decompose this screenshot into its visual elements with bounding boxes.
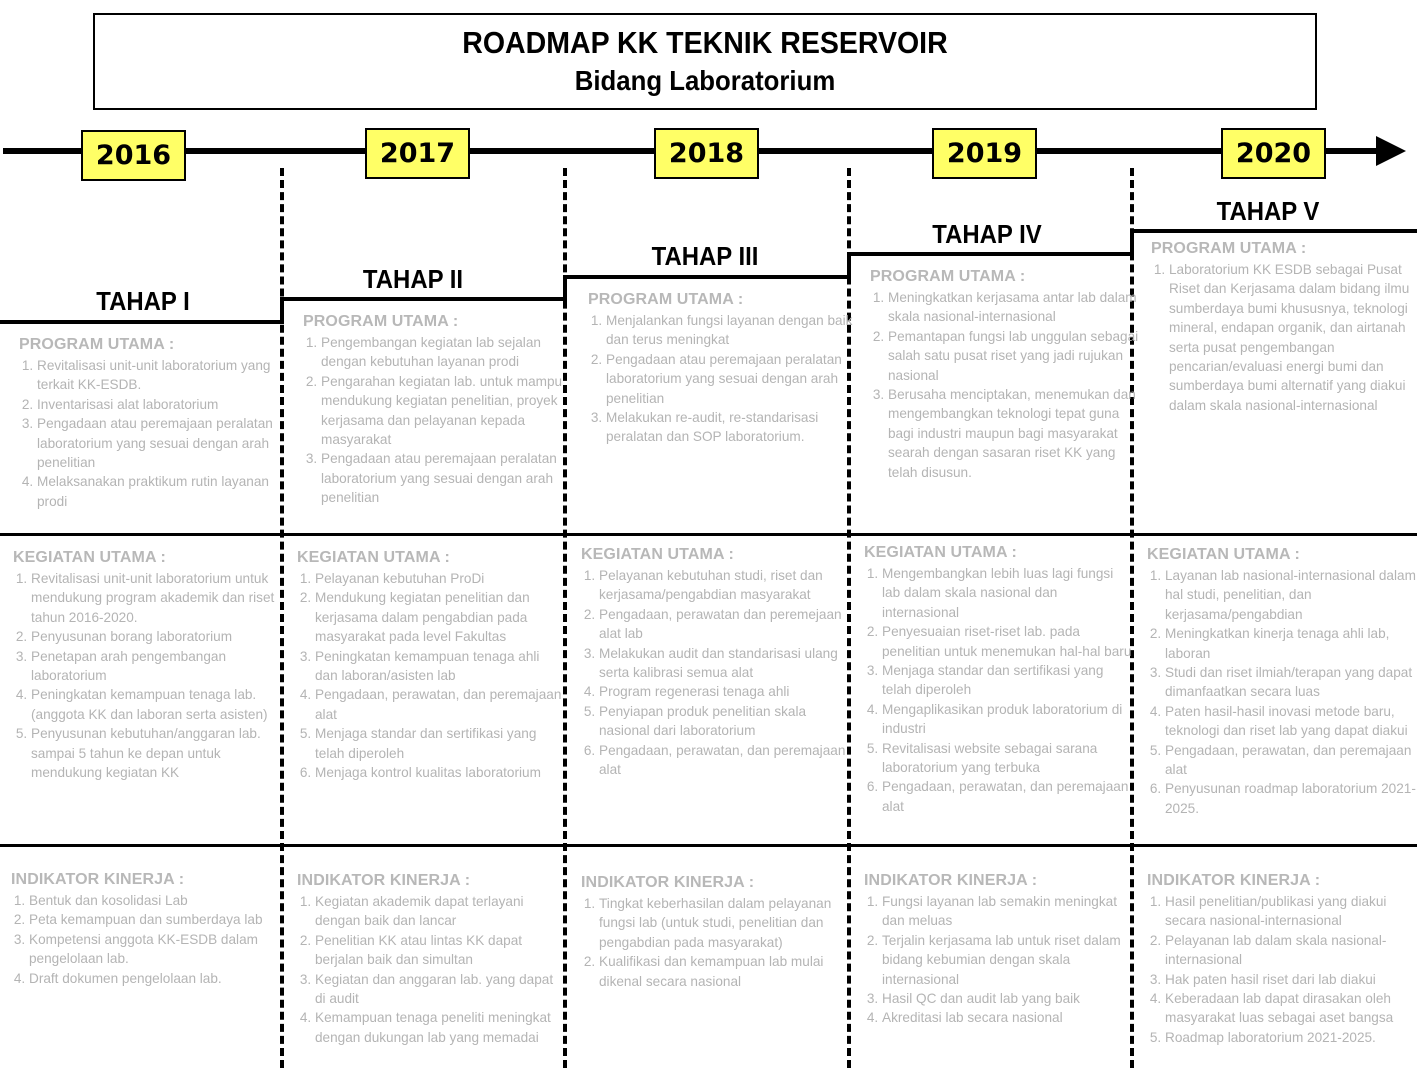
program-list-3 xyxy=(588,311,856,447)
list-item: 3. Pengadaan atau peremajaan peralatan laboratorium yang sesuai dengan arah penelitian xyxy=(37,414,283,472)
year-2020: 2020 xyxy=(1221,128,1326,179)
list-item: 2. Pengarahan kegiatan lab. untuk mampu mendukung kegiatan penelitian, proyek kerjasama dan pelayanan kepada masyarakat xyxy=(321,372,573,450)
indikator-list-1 xyxy=(11,891,279,988)
stage-name-1: TAHAP I xyxy=(96,286,190,316)
list-item: 1. Layanan lab nasional-internasional dalam hal studi, penelitian, dan kerjasama/pengabdian xyxy=(1165,566,1417,624)
year-2019: 2019 xyxy=(932,128,1037,179)
program-list-4 xyxy=(870,288,1140,482)
kegiatan-list-1 xyxy=(13,569,279,782)
stage-name-4: TAHAP IV xyxy=(932,219,1042,249)
kegiatan-list-3 xyxy=(581,566,851,779)
list-item: 2. Mendukung kegiatan penelitian dan kerjasama dalam pengabdian pada masyarakat pada level Fakultas xyxy=(315,588,565,646)
list-item: 2. Peta kemampuan dan sumberdaya lab xyxy=(29,910,279,929)
stage-step-riser xyxy=(280,297,284,324)
list-item: 1. Laboratorium KK ESDB sebagai Pusat Riset dan Kerjasama dalam bidang ilmu sumberdaya bumi khususnya, teknologi mineral, endapan organik, dan airtanah serta pusat pengembangan pencarian/evaluasi energi bumi dan sumberdaya bumi alternatif yang diakui dalam skala nasional-internasional xyxy=(1169,260,1417,415)
list-item: 6. Pengadaan, perawatan, dan peremajaan alat xyxy=(882,777,1134,816)
list-item: 1. Pelayanan kebutuhan ProDi xyxy=(315,569,565,588)
list-item: 6. Pengadaan, perawatan, dan peremajaan alat xyxy=(599,741,851,780)
indikator-heading-4: INDIKATOR KINERJA : xyxy=(864,872,1038,889)
kegiatan-heading-3: KEGIATAN UTAMA : xyxy=(581,546,734,563)
year-2018: 2018 xyxy=(654,128,759,179)
indikator-list-4 xyxy=(864,892,1134,1028)
list-item: 2. Pelayanan lab dalam skala nasional-internasional xyxy=(1165,931,1417,970)
stage-step-line xyxy=(847,252,1133,256)
list-item: 4. Melaksanakan praktikum rutin layanan prodi xyxy=(37,472,283,511)
program-heading-5: PROGRAM UTAMA : xyxy=(1151,240,1307,257)
list-item: 3. Penetapan arah pengembangan laboratorium xyxy=(31,647,279,686)
stage-name-3: TAHAP III xyxy=(651,241,759,271)
program-heading-1: PROGRAM UTAMA : xyxy=(19,336,175,353)
list-item: 3. Hak paten hasil riset dari lab diakui xyxy=(1165,970,1417,989)
list-item: 1. Meningkatkan kerjasama antar lab dalam skala nasional-internasional xyxy=(888,288,1140,327)
list-item: 3. Pengadaan atau peremajaan peralatan laboratorium yang sesuai dengan arah penelitian xyxy=(321,449,573,507)
year-2017: 2017 xyxy=(365,128,470,179)
kegiatan-heading-2: KEGIATAN UTAMA : xyxy=(297,549,450,566)
timeline-arrow-icon xyxy=(1376,136,1406,166)
program-heading-2: PROGRAM UTAMA : xyxy=(303,313,459,330)
list-item: 4. Draft dokumen pengelolaan lab. xyxy=(29,969,279,988)
program-list-2 xyxy=(303,333,573,508)
list-item: 1. Mengembangkan lebih luas lagi fungsi lab dalam skala nasional dan internasional xyxy=(882,564,1134,622)
indikator-heading-1: INDIKATOR KINERJA : xyxy=(11,871,185,888)
indikator-list-2 xyxy=(297,892,567,1047)
list-item: 4. Kemampuan tenaga peneliti meningkat dengan dukungan lab yang memadai xyxy=(315,1008,567,1047)
list-item: 6. Menjaga kontrol kualitas laboratorium xyxy=(315,763,565,782)
kegiatan-heading-4: KEGIATAN UTAMA : xyxy=(864,544,1017,561)
title-box xyxy=(93,13,1317,110)
list-item: 2. Inventarisasi alat laboratorium xyxy=(37,395,283,414)
list-item: 2. Meningkatkan kinerja tenaga ahli lab, laboran xyxy=(1165,624,1417,663)
list-item: 4. Peningkatan kemampuan tenaga lab. (anggota KK dan laboran serta asisten) xyxy=(31,685,279,724)
list-item: 3. Peningkatan kemampuan tenaga ahli dan laboran/asisten lab xyxy=(315,647,565,686)
list-item: 3. Menjaga standar dan sertifikasi yang telah diperoleh xyxy=(882,661,1134,700)
list-item: 2. Pemantapan fungsi lab unggulan sebagai salah satu pusat riset yang jadi rujukan nasional xyxy=(888,327,1140,385)
list-item: 5. Pengadaan, perawatan, dan peremajaan alat xyxy=(1165,741,1417,780)
list-item: 2. Pengadaan atau peremajaan peralatan laboratorium yang sesuai dengan arah penelitian xyxy=(606,350,856,408)
list-item: 3. Studi dan riset ilmiah/terapan yang dapat dimanfaatkan secara luas xyxy=(1165,663,1417,702)
list-item: 2. Penelitian KK atau lintas KK dapat berjalan baik dan simultan xyxy=(315,931,567,970)
list-item: 1. Pengembangan kegiatan lab sejalan dengan kebutuhan layanan prodi xyxy=(321,333,573,372)
list-item: 3. Kompetensi anggota KK-ESDB dalam pengelolaan lab. xyxy=(29,930,279,969)
list-item: 1. Fungsi layanan lab semakin meningkat dan meluas xyxy=(882,892,1134,931)
list-item: 4. Akreditasi lab secara nasional xyxy=(882,1008,1134,1027)
list-item: 1. Hasil penelitian/publikasi yang diakui secara nasional-internasional xyxy=(1165,892,1417,931)
stage-step-riser xyxy=(847,252,851,279)
list-item: 2. Kualifikasi dan kemampuan lab mulai dikenal secara nasional xyxy=(599,952,851,991)
row-separator xyxy=(0,844,1417,847)
program-heading-4: PROGRAM UTAMA : xyxy=(870,268,1026,285)
kegiatan-list-4 xyxy=(864,564,1134,816)
stage-step-line xyxy=(563,275,850,279)
program-list-5 xyxy=(1151,260,1417,415)
kegiatan-list-2 xyxy=(297,569,565,782)
list-item: 1. Revitalisasi unit-unit laboratorium yang terkait KK-ESDB. xyxy=(37,356,283,395)
kegiatan-heading-5: KEGIATAN UTAMA : xyxy=(1147,546,1300,563)
list-item: 4. Program regenerasi tenaga ahli xyxy=(599,682,851,701)
list-item: 2. Penyusunan borang laboratorium xyxy=(31,627,279,646)
indikator-heading-3: INDIKATOR KINERJA : xyxy=(581,874,755,891)
list-item: 2. Penyesuaian riset-riset lab. pada penelitian untuk menemukan hal-hal baru xyxy=(882,622,1134,661)
indikator-list-5 xyxy=(1147,892,1417,1047)
kegiatan-list-5 xyxy=(1147,566,1417,818)
stage-step-line xyxy=(280,297,566,301)
list-item: 1. Bentuk dan kosolidasi Lab xyxy=(29,891,279,910)
indikator-heading-2: INDIKATOR KINERJA : xyxy=(297,872,471,889)
list-item: 2. Pengadaan, perawatan dan peremejaan alat lab xyxy=(599,605,851,644)
roadmap-title: ROADMAP KK TEKNIK RESERVOIR xyxy=(462,25,948,60)
program-list-1 xyxy=(19,356,283,511)
program-heading-3: PROGRAM UTAMA : xyxy=(588,291,744,308)
list-item: 6. Penyusunan roadmap laboratorium 2021-2025. xyxy=(1165,779,1417,818)
stage-step-line xyxy=(0,320,282,324)
year-2016: 2016 xyxy=(81,130,186,181)
list-item: 1. Menjalankan fungsi layanan dengan baik dan terus meningkat xyxy=(606,311,856,350)
list-item: 3. Melakukan audit dan standarisasi ulang serta kalibrasi semua alat xyxy=(599,644,851,683)
list-item: 5. Revitalisasi website sebagai sarana laboratorium yang terbuka xyxy=(882,739,1134,778)
stage-name-5: TAHAP V xyxy=(1216,196,1320,226)
list-item: 3. Berusaha menciptakan, menemukan dan mengembangkan teknologi tepat guna bagi industri maupun bagi masyarakat searah dengan sasaran riset KK yang telah disusun. xyxy=(888,385,1140,482)
list-item: 4. Pengadaan, perawatan, dan peremajaan alat xyxy=(315,685,565,724)
list-item: 4. Keberadaan lab dapat dirasakan oleh masyarakat luas sebagai aset bangsa xyxy=(1165,989,1417,1028)
kegiatan-heading-1: KEGIATAN UTAMA : xyxy=(13,549,166,566)
list-item: 5. Penyusunan kebutuhan/anggaran lab. sampai 5 tahun ke depan untuk mendukung kegiatan KK xyxy=(31,724,279,782)
indikator-heading-5: INDIKATOR KINERJA : xyxy=(1147,872,1321,889)
stage-step-riser xyxy=(1130,229,1134,256)
indikator-list-3 xyxy=(581,894,851,991)
list-item: 4. Paten hasil-hasil inovasi metode baru, teknologi dan riset lab yang dapat diakui xyxy=(1165,702,1417,741)
list-item: 5. Menjaga standar dan sertifikasi yang telah diperoleh xyxy=(315,724,565,763)
list-item: 1. Pelayanan kebutuhan studi, riset dan kerjasama/pengabdian masyarakat xyxy=(599,566,851,605)
list-item: 3. Hasil QC dan audit lab yang baik xyxy=(882,989,1134,1008)
list-item: 1. Revitalisasi unit-unit laboratorium untuk mendukung program akademik dan riset tahun 2016-2020. xyxy=(31,569,279,627)
list-item: 2. Terjalin kerjasama lab untuk riset dalam bidang kebumian dengan skala internasional xyxy=(882,931,1134,989)
list-item: 5. Roadmap laboratorium 2021-2025. xyxy=(1165,1028,1417,1047)
list-item: 3. Melakukan re-audit, re-standarisasi peralatan dan SOP laboratorium. xyxy=(606,408,856,447)
list-item: 1. Tingkat keberhasilan dalam pelayanan fungsi lab (untuk studi, penelitian dan pengabdian pada masyarakat) xyxy=(599,894,851,952)
stage-name-2: TAHAP II xyxy=(362,264,464,294)
row-separator xyxy=(0,533,1417,536)
roadmap-subtitle: Bidang Laboratorium xyxy=(574,65,836,96)
list-item: 3. Kegiatan dan anggaran lab. yang dapat di audit xyxy=(315,970,567,1009)
list-item: 1. Kegiatan akademik dapat terlayani dengan baik dan lancar xyxy=(315,892,567,931)
list-item: 5. Penyiapan produk penelitian skala nasional dari laboratorium xyxy=(599,702,851,741)
list-item: 4. Mengaplikasikan produk laboratorium di industri xyxy=(882,700,1134,739)
stage-step-line xyxy=(1130,229,1417,233)
